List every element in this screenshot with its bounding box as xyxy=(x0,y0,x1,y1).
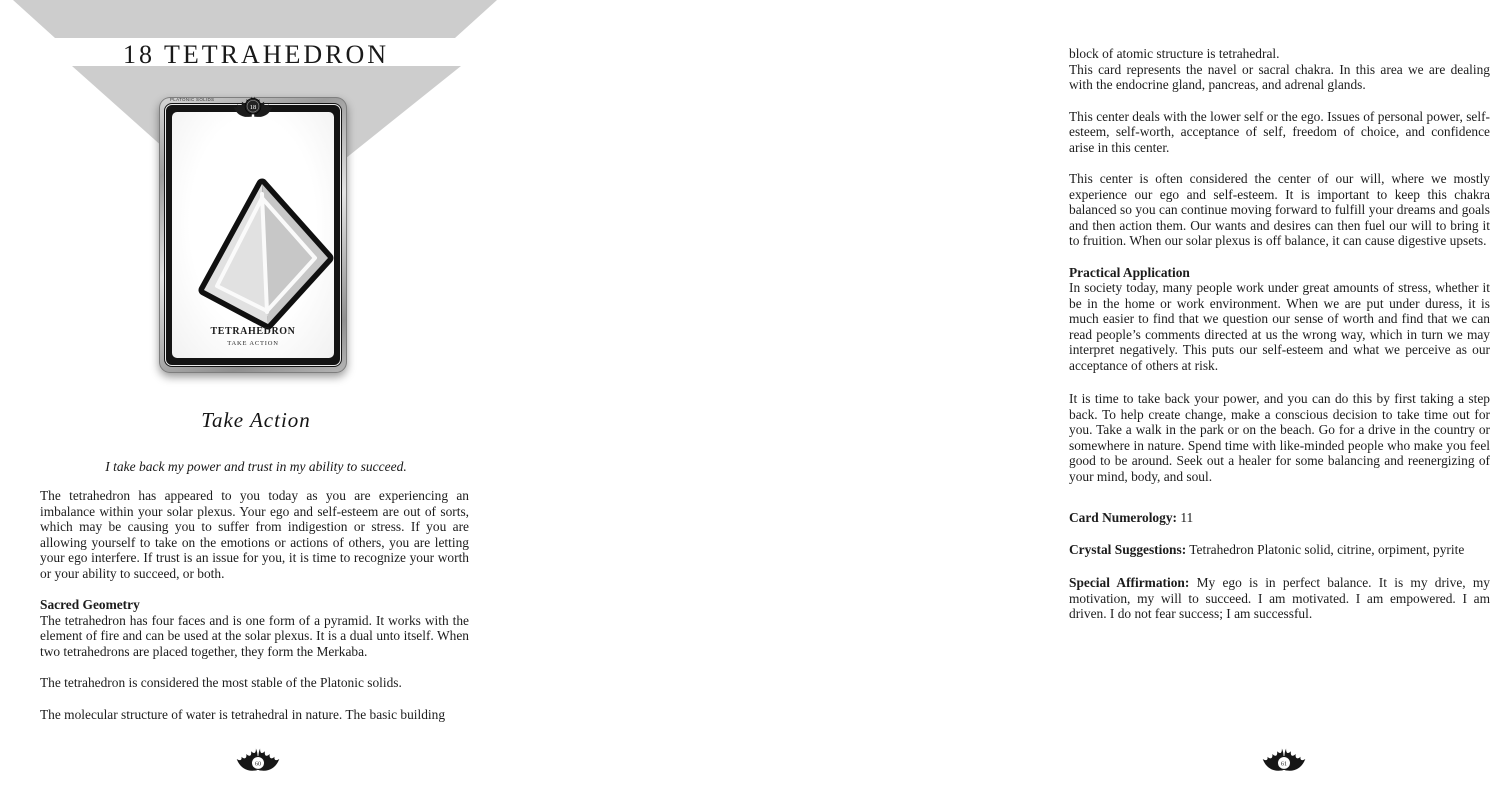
crystal-label: Crystal Suggestions: xyxy=(1069,541,1187,557)
paragraph-center-1: This center deals with the lower self or the ego. Issues of personal power, self-esteem, self-worth, acceptance of self, freedom of choice, and confidence arise in this center. xyxy=(1069,108,1490,155)
left-text-column xyxy=(40,488,469,722)
page-number-wings-emblem-right xyxy=(1262,744,1306,775)
right-text-column xyxy=(1069,46,1490,622)
backdrop-trapezoid xyxy=(0,0,512,38)
numerology-label: Card Numerology: xyxy=(1069,510,1177,525)
special-affirmation-value: My ego is in perfect balance. It is my drive, my motivation, my will to succeed. I am motivated. I am empowered. I am driven. I do not fear success; I am successful. xyxy=(1069,575,1490,621)
paragraph-center-2: This center is often considered the center of our will, where we mostly experience our ego and self-esteem. It is important to keep this chakra balanced so you can continue moving forward to fulfill your dreams and goals and then action them. Our wants and desires can then fuel our will to bring it to fruition. When our solar plexus is off balance, it can cause digestive upsets. xyxy=(1069,171,1490,248)
paragraph-sacred-geometry-1: The tetrahedron has four faces and is one form of a pyramid. It works with the element of fire and can be used at the solar plexus. It is a dual unto itself. When two tetrahedrons are placed together, they form the Merkaba. xyxy=(40,612,469,659)
card-face xyxy=(172,112,334,358)
paragraph-sacred-geometry-2: The tetrahedron is considered the most stable of the Platonic solids. xyxy=(40,675,402,690)
book-page-left xyxy=(0,0,512,785)
card-number: 18 xyxy=(249,103,257,111)
paragraph-practical-1: In society today, many people work under great amounts of stress, whether it be in the home or work environment. When we are put under duress, it is much easier to find that we question our sense of worth and find that we can read people’s comments directed at us the wrong way, which in turn we may interpret negatively. This puts our self-esteem and what we perceive as our acceptance of others at risk. xyxy=(1069,280,1490,373)
book-page-right xyxy=(512,0,1490,785)
card-number-badge-icon xyxy=(232,93,274,122)
section-heading-sacred-geometry: Sacred Geometry xyxy=(40,597,140,612)
paragraph-chakra: This card represents the navel or sacral chakra. In this area we are dealing with the endocrine gland, pancreas, and adrenal glands. xyxy=(1069,61,1490,92)
page-number-right: 61 xyxy=(1280,760,1288,768)
card-name-label: TETRAHEDRON xyxy=(210,326,296,337)
paragraph-special-affirmation xyxy=(1069,575,1490,622)
special-affirmation-label: Special Affirmation: xyxy=(1069,575,1190,590)
section-heading-practical-application: Practical Application xyxy=(1069,264,1190,280)
oracle-card xyxy=(159,97,347,373)
chapter-title: 18 TETRAHEDRON xyxy=(122,40,390,69)
numerology-value: 11 xyxy=(1176,510,1194,525)
paragraph-practical-2: It is time to take back your power, and you can do this by first taking a step back. To help create change, make a conscious decision to take time out for you. Take a walk in the park or on the beach. Go for a drive in the country or somewhere in nature. Spend time with like-minded people who make you feel good to be around. Seek out a healer for some balancing and reenergizing of your mind, body, and soul. xyxy=(1069,391,1490,484)
paragraph-sacred-geometry-3: The molecular structure of water is tetrahedral in nature. The basic building xyxy=(40,706,446,722)
card-frame xyxy=(164,103,342,367)
paragraph-numerology xyxy=(1069,510,1490,526)
paragraph-continuation: block of atomic structure is tetrahedral. xyxy=(1069,46,1280,61)
page-number-wings-emblem-left xyxy=(236,744,280,775)
page-number-left: 60 xyxy=(254,760,262,768)
paragraph-intro: The tetrahedron has appeared to you today as you are experiencing an imbalance within your solar plexus. Your ego and self-esteem are out of sorts, which may be causing you to suffer from indigestion or stress. If you are allowing yourself to take on the emotions or actions of others, you are letting your ego interfere. If trust is an issue for you, it is time to recognize your worth or your ability to succeed, or both. xyxy=(40,488,469,581)
tetrahedron-icon xyxy=(196,178,336,330)
crystal-value: Tetrahedron Platonic solid, citrine, orpiment, pyrite xyxy=(1186,541,1465,557)
card-subtitle-label: TAKE ACTION xyxy=(227,340,279,347)
paragraph-crystal xyxy=(1069,542,1490,558)
card-affirmation-text: I take back my power and trust in my ability to succeed. xyxy=(105,459,407,474)
card-deck-label: PLATONIC SOLIDS xyxy=(170,98,215,103)
card-title-heading: Take Action xyxy=(201,408,311,432)
